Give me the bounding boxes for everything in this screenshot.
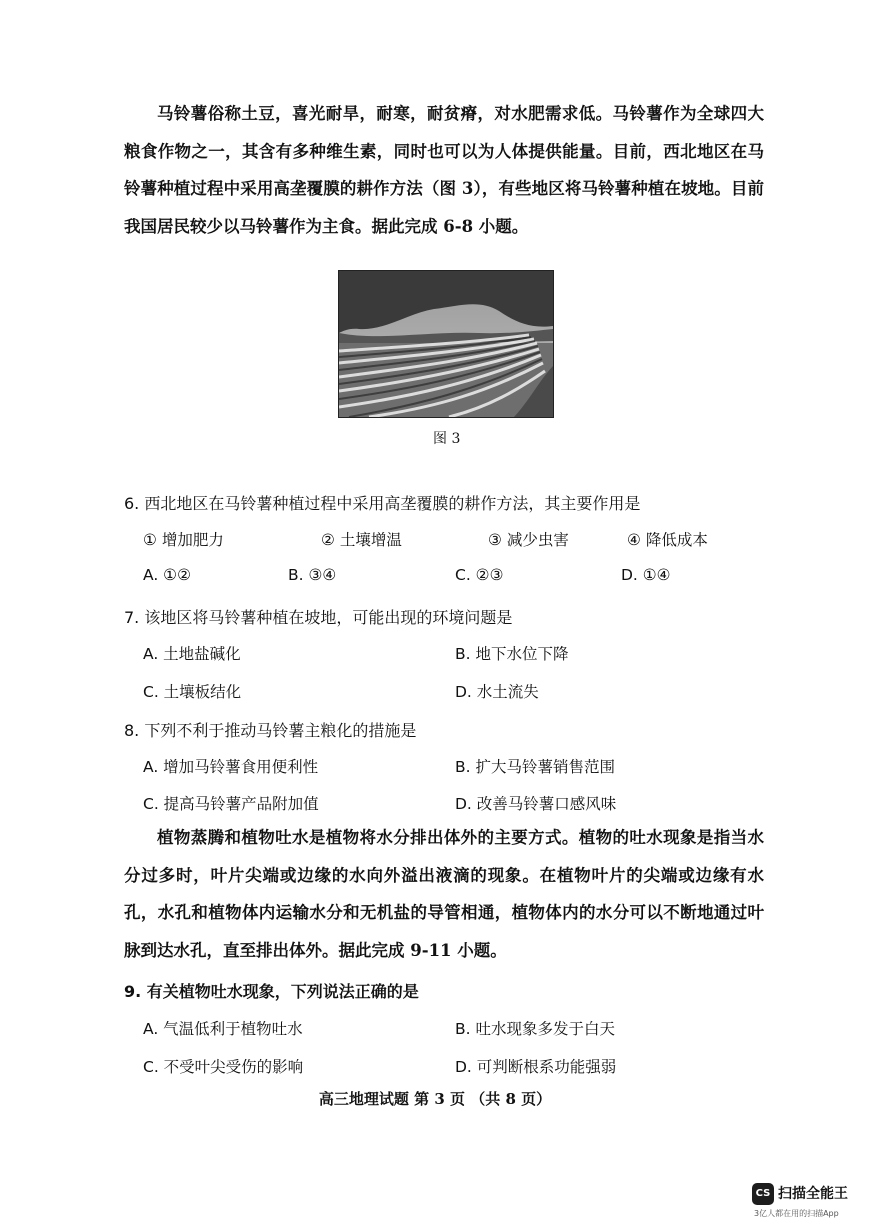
watermark-name: 扫描全能王 xyxy=(778,1186,848,1202)
q9-option-b: B. 吐水现象多发于白天 xyxy=(455,1020,615,1038)
q6-option-a: A. ①② xyxy=(143,566,191,584)
passage-potato: 马铃薯俗称土豆，喜光耐旱，耐寒，耐贫瘠，对水肥需求低。马铃薯作为全球四大粮食作物之一，其含有多种维生素，同时也可以为人体提供能量。目前，西北地区在马铃薯种植过程中采用高垄覆膜的耕作方法（图 3），有些地区将马铃薯种植在坡地。目前我国居民较少以马铃薯作为主食。据此完成 6-8 小题。 xyxy=(124,104,764,236)
q7-option-a: A. 土地盐碱化 xyxy=(143,645,241,663)
q8-option-a: A. 增加马铃薯食用便利性 xyxy=(143,758,319,776)
q6-option-b: B. ③④ xyxy=(288,566,337,584)
q8-option-d: D. 改善马铃薯口感风味 xyxy=(455,795,617,813)
q6-item-2: ② 土壤增温 xyxy=(321,531,402,549)
q8-option-c: C. 提高马铃薯产品附加值 xyxy=(143,795,319,813)
scanner-watermark xyxy=(752,1181,862,1225)
q6-item-1: ① 增加肥力 xyxy=(143,531,224,549)
watermark-subtitle: 3亿人都在用的扫描App xyxy=(754,1209,839,1218)
question-6-stem: 6. 西北地区在马铃薯种植过程中采用高垄覆膜的耕作方法，其主要作用是 xyxy=(124,494,641,513)
q8-option-b: B. 扩大马铃薯销售范围 xyxy=(455,758,615,776)
q6-option-d: D. ①④ xyxy=(621,566,671,584)
passage-guttation: 植物蒸腾和植物吐水是植物将水分排出体外的主要方式。植物的吐水现象是指当水分过多时，叶片尖端或边缘的水向外溢出液滴的现象。在植物叶片的尖端或边缘有水孔，水孔和植物体内运输水分和无机盐的导管相通，植物体内的水分可以不断地通过叶脉到达水孔，直至排出体外。据此完成 9-11 小题。 xyxy=(124,828,764,960)
q9-option-c: C. 不受叶尖受伤的影响 xyxy=(143,1058,304,1076)
q7-option-b: B. 地下水位下降 xyxy=(455,645,569,663)
q6-item-4: ④ 降低成本 xyxy=(627,531,708,549)
q6-item-3: ③ 减少虫害 xyxy=(488,531,569,549)
question-8-stem: 8. 下列不利于推动马铃薯主粮化的措施是 xyxy=(124,721,417,740)
question-9-stem: 9. 有关植物吐水现象，下列说法正确的是 xyxy=(124,982,419,1001)
q9-option-a: A. 气温低利于植物吐水 xyxy=(143,1020,303,1038)
camscanner-logo-icon: CS xyxy=(752,1183,774,1205)
question-7-stem: 7. 该地区将马铃薯种植在坡地，可能出现的环境问题是 xyxy=(124,608,513,627)
q6-option-c: C. ②③ xyxy=(455,566,504,584)
figure-3-photo xyxy=(338,270,554,418)
q9-option-d: D. 可判断根系功能强弱 xyxy=(455,1058,617,1076)
q7-option-c: C. 土壤板结化 xyxy=(143,683,242,701)
figure-caption: 图 3 xyxy=(433,431,461,447)
q7-option-d: D. 水土流失 xyxy=(455,683,539,701)
page-footer: 高三地理试题 第 3 页 （共 8 页） xyxy=(318,1090,552,1108)
